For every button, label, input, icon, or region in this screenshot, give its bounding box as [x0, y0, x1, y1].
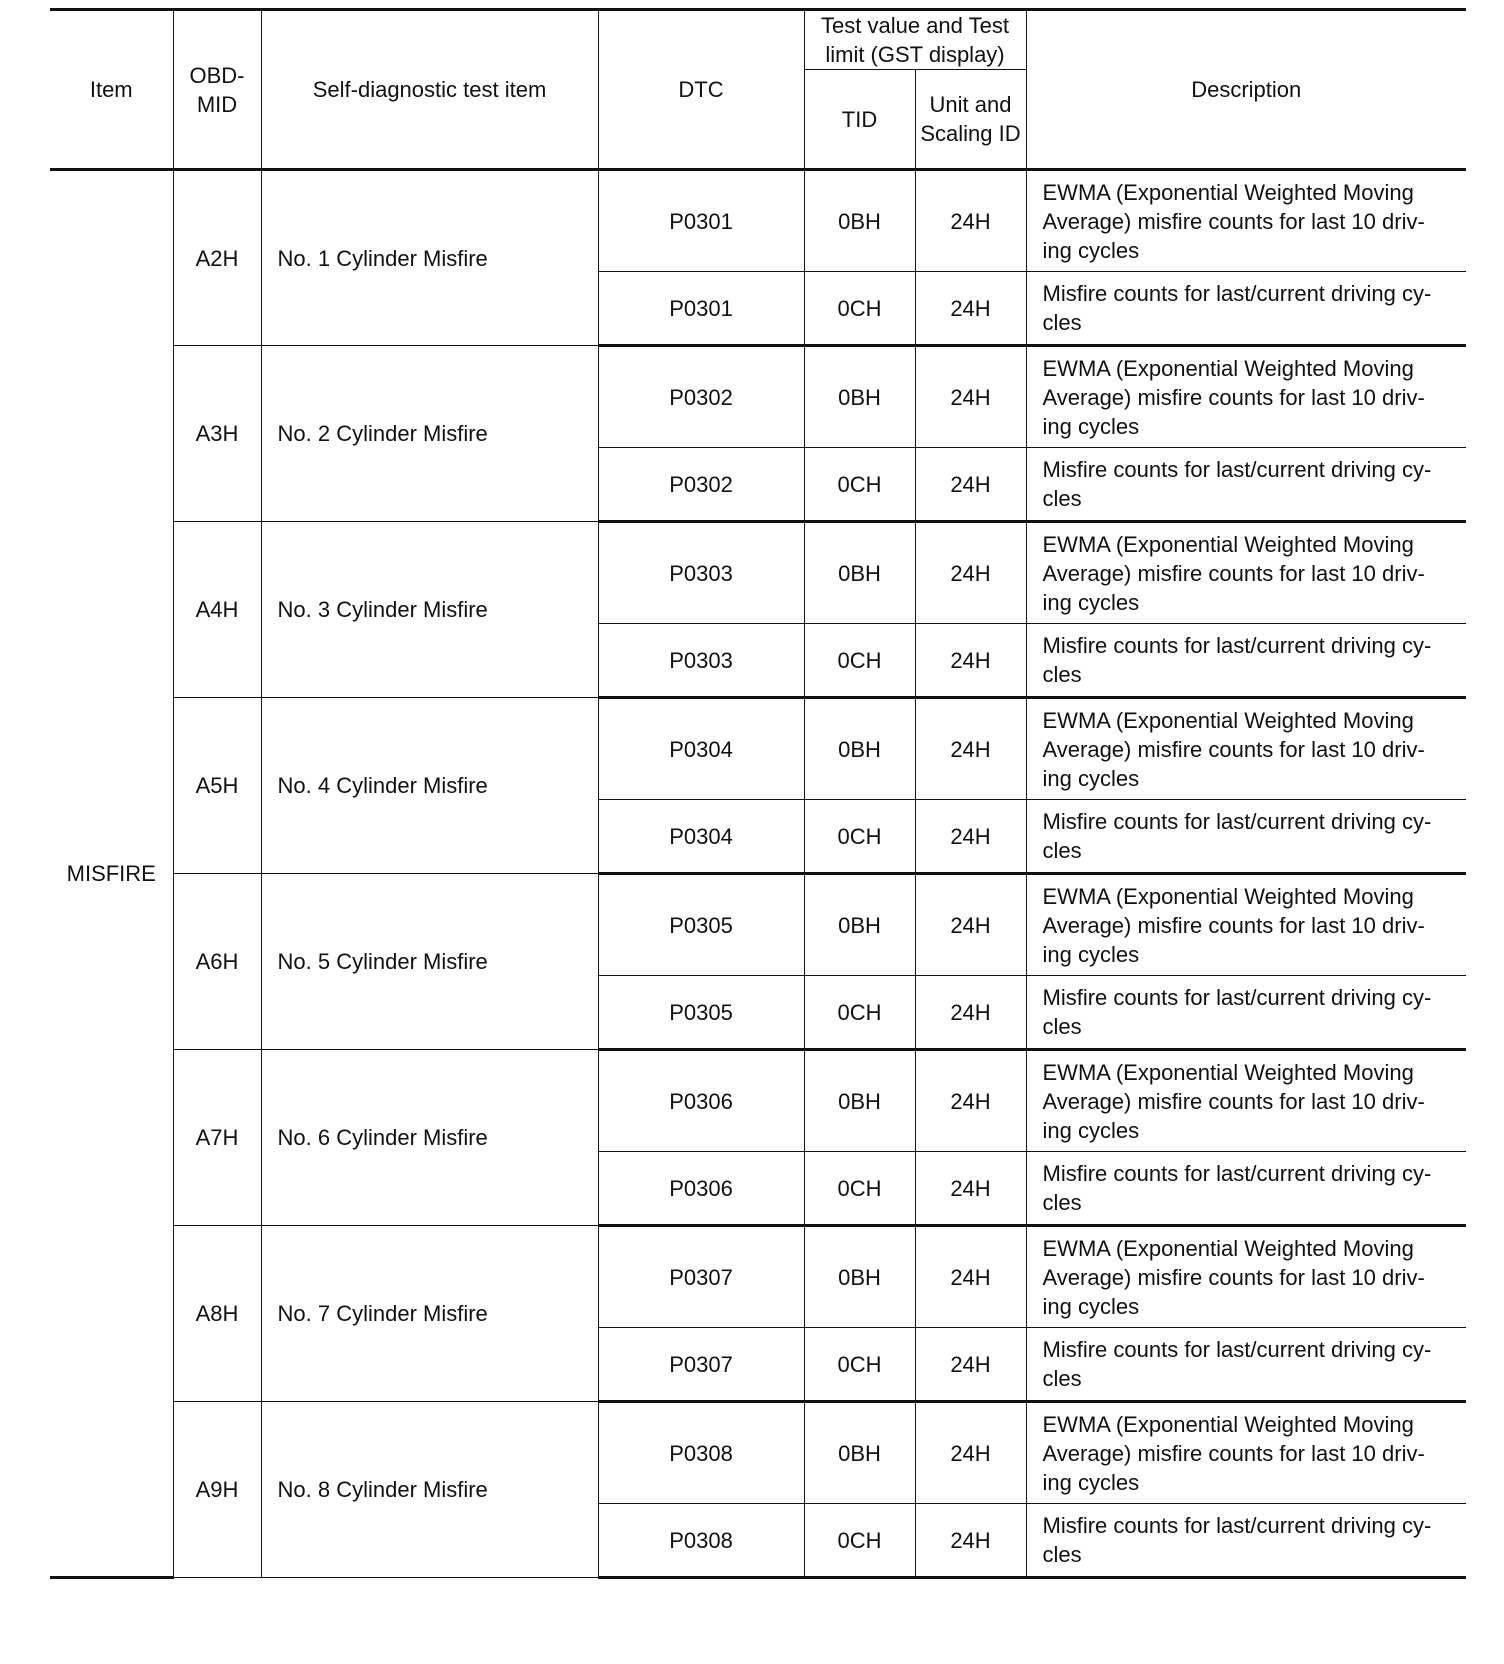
description-cell: Misfire counts for last/current driving cy-cles	[1026, 1328, 1466, 1402]
description-cell: Misfire counts for last/current driving cy-cles	[1026, 448, 1466, 522]
unit-scaling-cell: 24H	[915, 346, 1026, 448]
obd-mid-cell: A9H	[173, 1402, 261, 1578]
unit-scaling-cell: 24H	[915, 874, 1026, 976]
dtc-cell: P0303	[598, 624, 804, 698]
unit-scaling-cell: 24H	[915, 1402, 1026, 1504]
tid-cell: 0CH	[804, 272, 915, 346]
unit-scaling-cell: 24H	[915, 522, 1026, 624]
unit-scaling-cell: 24H	[915, 1504, 1026, 1578]
obd-mid-cell: A4H	[173, 522, 261, 698]
test-item-cell: No. 4 Cylinder Misfire	[261, 698, 598, 874]
table-row	[50, 698, 1466, 800]
unit-scaling-cell: 24H	[915, 1328, 1026, 1402]
misfire-obd-table	[50, 8, 1466, 1579]
header-tid: TID	[804, 70, 915, 170]
dtc-cell: P0302	[598, 448, 804, 522]
unit-scaling-cell: 24H	[915, 698, 1026, 800]
description-cell: Misfire counts for last/current driving cy-cles	[1026, 624, 1466, 698]
description-cell: EWMA (Exponential Weighted Moving Average) misfire counts for last 10 driv-ing cycles	[1026, 1226, 1466, 1328]
obd-mid-cell: A6H	[173, 874, 261, 1050]
description-cell: Misfire counts for last/current driving cy-cles	[1026, 800, 1466, 874]
obd-mid-cell: A3H	[173, 346, 261, 522]
description-cell: Misfire counts for last/current driving cy-cles	[1026, 1152, 1466, 1226]
test-item-cell: No. 2 Cylinder Misfire	[261, 346, 598, 522]
test-item-cell: No. 3 Cylinder Misfire	[261, 522, 598, 698]
tid-cell: 0BH	[804, 1226, 915, 1328]
description-cell: EWMA (Exponential Weighted Moving Average) misfire counts for last 10 driv-ing cycles	[1026, 346, 1466, 448]
header-description: Description	[1026, 10, 1466, 170]
tid-cell: 0BH	[804, 346, 915, 448]
description-cell: EWMA (Exponential Weighted Moving Average) misfire counts for last 10 driv-ing cycles	[1026, 170, 1466, 272]
table-row	[50, 1226, 1466, 1328]
dtc-cell: P0305	[598, 976, 804, 1050]
dtc-cell: P0302	[598, 346, 804, 448]
obd-mid-cell: A8H	[173, 1226, 261, 1402]
header-unit-and-scaling-id: Unit and Scaling ID	[915, 70, 1026, 170]
tid-cell: 0BH	[804, 170, 915, 272]
description-cell: EWMA (Exponential Weighted Moving Average) misfire counts for last 10 driv-ing cycles	[1026, 698, 1466, 800]
tid-cell: 0BH	[804, 874, 915, 976]
description-cell: EWMA (Exponential Weighted Moving Average) misfire counts for last 10 driv-ing cycles	[1026, 1050, 1466, 1152]
tid-cell: 0CH	[804, 976, 915, 1050]
unit-scaling-cell: 24H	[915, 170, 1026, 272]
dtc-cell: P0303	[598, 522, 804, 624]
description-cell: Misfire counts for last/current driving cy-cles	[1026, 272, 1466, 346]
test-item-cell: No. 5 Cylinder Misfire	[261, 874, 598, 1050]
obd-mid-cell: A2H	[173, 170, 261, 346]
test-item-cell: No. 6 Cylinder Misfire	[261, 1050, 598, 1226]
table-row	[50, 1050, 1466, 1152]
unit-scaling-cell: 24H	[915, 624, 1026, 698]
unit-scaling-cell: 24H	[915, 448, 1026, 522]
dtc-cell: P0307	[598, 1226, 804, 1328]
unit-scaling-cell: 24H	[915, 800, 1026, 874]
item-cell: MISFIRE	[50, 170, 173, 1578]
table-row	[50, 1402, 1466, 1504]
unit-scaling-cell: 24H	[915, 976, 1026, 1050]
dtc-cell: P0305	[598, 874, 804, 976]
test-item-cell: No. 7 Cylinder Misfire	[261, 1226, 598, 1402]
test-item-cell: No. 8 Cylinder Misfire	[261, 1402, 598, 1578]
tid-cell: 0CH	[804, 624, 915, 698]
description-cell: Misfire counts for last/current driving cy-cles	[1026, 1504, 1466, 1578]
dtc-cell: P0301	[598, 272, 804, 346]
dtc-cell: P0308	[598, 1504, 804, 1578]
tid-cell: 0CH	[804, 1328, 915, 1402]
dtc-cell: P0301	[598, 170, 804, 272]
dtc-cell: P0306	[598, 1152, 804, 1226]
unit-scaling-cell: 24H	[915, 1152, 1026, 1226]
header-self-diagnostic-test-item: Self-diagnostic test item	[261, 10, 598, 170]
obd-mid-cell: A5H	[173, 698, 261, 874]
tid-cell: 0CH	[804, 800, 915, 874]
tid-cell: 0BH	[804, 1402, 915, 1504]
dtc-cell: P0306	[598, 1050, 804, 1152]
tid-cell: 0CH	[804, 1504, 915, 1578]
header-dtc: DTC	[598, 10, 804, 170]
unit-scaling-cell: 24H	[915, 1226, 1026, 1328]
table-row	[50, 522, 1466, 624]
table-body	[50, 170, 1466, 1578]
header-item: Item	[50, 10, 173, 170]
description-cell: Misfire counts for last/current driving cy-cles	[1026, 976, 1466, 1050]
table-row	[50, 874, 1466, 976]
tid-cell: 0CH	[804, 448, 915, 522]
table-row	[50, 170, 1466, 272]
table-header	[50, 10, 1466, 170]
table-row	[50, 346, 1466, 448]
header-obd-mid: OBD-MID	[173, 10, 261, 170]
dtc-cell: P0304	[598, 698, 804, 800]
tid-cell: 0BH	[804, 698, 915, 800]
dtc-cell: P0304	[598, 800, 804, 874]
test-item-cell: No. 1 Cylinder Misfire	[261, 170, 598, 346]
tid-cell: 0BH	[804, 522, 915, 624]
description-cell: EWMA (Exponential Weighted Moving Average) misfire counts for last 10 driv-ing cycles	[1026, 874, 1466, 976]
dtc-cell: P0307	[598, 1328, 804, 1402]
unit-scaling-cell: 24H	[915, 272, 1026, 346]
header-test-value-and-limit: Test value and Test limit (GST display)	[804, 10, 1026, 70]
tid-cell: 0BH	[804, 1050, 915, 1152]
unit-scaling-cell: 24H	[915, 1050, 1026, 1152]
dtc-cell: P0308	[598, 1402, 804, 1504]
description-cell: EWMA (Exponential Weighted Moving Average) misfire counts for last 10 driv-ing cycles	[1026, 1402, 1466, 1504]
tid-cell: 0CH	[804, 1152, 915, 1226]
description-cell: EWMA (Exponential Weighted Moving Average) misfire counts for last 10 driv-ing cycles	[1026, 522, 1466, 624]
obd-mid-cell: A7H	[173, 1050, 261, 1226]
